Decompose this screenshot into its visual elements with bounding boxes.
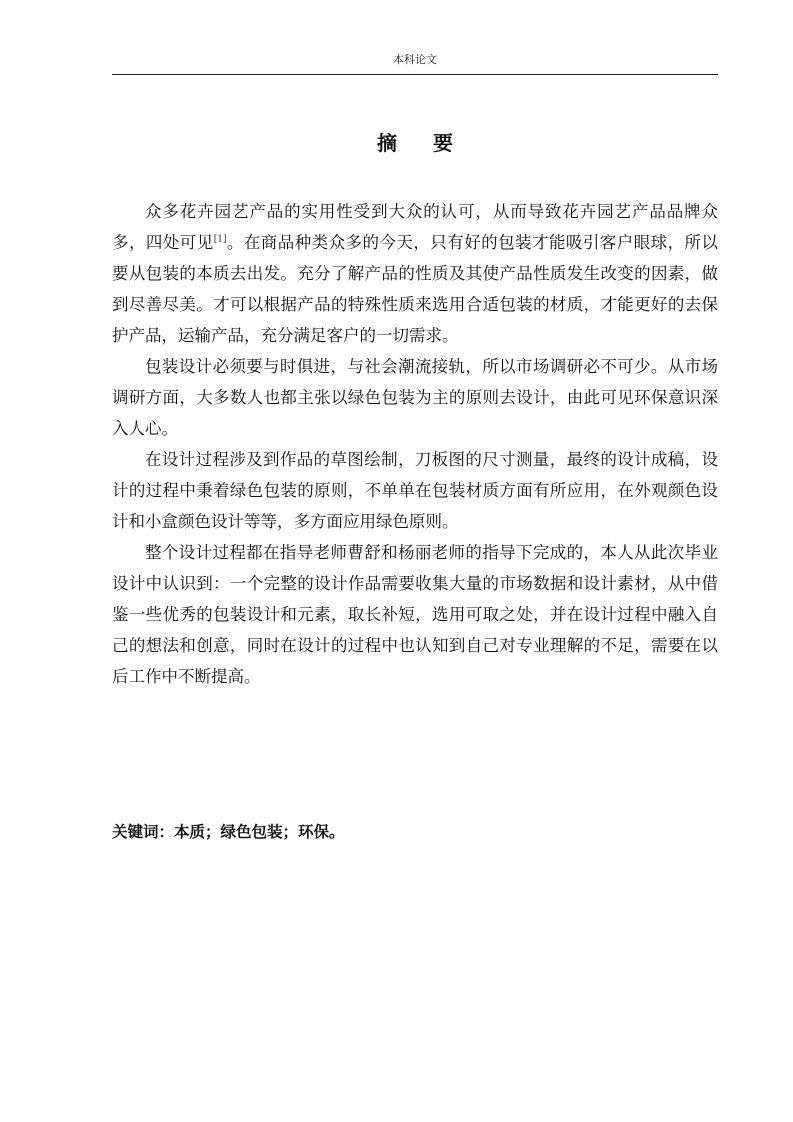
abstract-paragraph-3: 在设计过程涉及到作品的草图绘制，刀板图的尺寸测量，最终的设计成稿，设计的过程中秉着绿色包装的原则，不单单在包装材质方面有所应用，在外观颜色设计和小盒颜色设计等等，多方面应用绿色原则。	[112, 450, 718, 531]
citation-marker: [1]	[213, 234, 227, 245]
abstract-body	[112, 196, 718, 692]
paragraph-1-text-after: 。在商品种类众多的今天，只有好的包装才能吸引客户眼球，所以要从包装的本质去出发。充分了解产品的性质及其使产品性质发生改变的因素，做到尽善尽美。才可以根据产品的特殊性质来选用合适包装的材质，才能更好的去保护产品，运输产品，充分满足客户的一切需求。	[112, 233, 719, 345]
keywords-list: 本质；绿色包装；环保。	[174, 823, 345, 841]
page-header	[112, 48, 718, 75]
keywords-line	[112, 818, 718, 846]
abstract-title: 摘要	[377, 131, 489, 155]
header-title: 本科论文	[393, 53, 437, 66]
paragraph-1-text-before: 众多花卉园艺产品的实用性受到大众的认可，从而导致花卉园艺产品品牌众多，四处可见	[112, 202, 718, 252]
abstract-paragraph-4: 整个设计过程都在指导老师曹舒和杨丽老师的指导下完成的，本人从此次毕业设计中认识到：一个完整的设计作品需要收集大量的市场数据和设计素材，从中借鉴一些优秀的包装设计和元素，取长补短，选用可取之处，并在设计过程中融入自己的想法和创意，同时在设计的过程中也认知到自己对专业理解的不足，需要在以后工作中不断提高。	[112, 543, 718, 686]
keywords-label: 关键词：	[112, 823, 175, 841]
abstract-paragraph-1	[112, 196, 718, 351]
abstract-paragraph-2: 包装设计必须要与时俱进，与社会潮流接轨，所以市场调研必不可少。从市场调研方面，大多数人也都主张以绿色包装为主的原则去设计，由此可见环保意识深入人心。	[112, 357, 718, 438]
